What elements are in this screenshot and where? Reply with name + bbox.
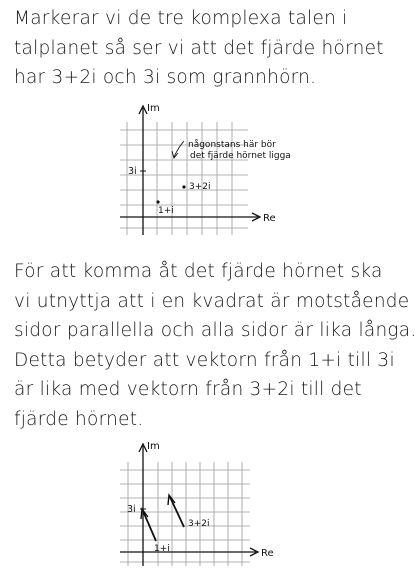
figure-2-point-2-label: 3+2i [188, 519, 210, 529]
figure-1-annotation-line-1: någonstans här bör [188, 140, 276, 150]
figure-1-re-label: Re [263, 213, 276, 224]
paragraph-1-line-2: talplanet så ser vi att det fjärde hörnet [14, 37, 384, 59]
figure-1-im-label: Im [147, 103, 160, 114]
figure-1-point-1-label: 1+i [158, 206, 174, 216]
paragraph-2-line-5: är lika med vektorn från 3+2i till det [14, 379, 362, 400]
paragraph-2-line-3: sidor parallella och alla sidor är lika långa. [14, 320, 417, 341]
figure-1-annotation-line-2: det fjärde hörnet ligga [190, 151, 291, 161]
paragraph-2-line-4: Detta betyder att vektorn från 1+i till 3i [14, 349, 395, 371]
paragraph-2-line-2: vi utnyttja att i en kvadrat är motstående [14, 290, 410, 312]
figure-2-tick-3i: 3i [127, 504, 136, 515]
figure-2-re-label: Re [261, 548, 274, 559]
figure-2-grid [120, 462, 250, 566]
figure-1-point-2-label: 3+2i [189, 182, 211, 192]
paragraph-2-line-1: För att komma åt det fjärde hörnet ska [14, 261, 383, 282]
figure-2-im-label: Im [147, 441, 160, 452]
paragraph-1-line-1: Markerar vi de tre komplexa talen i [14, 8, 348, 29]
paragraph-1-line-3: har 3+2i och 3i som grannhörn. [14, 67, 317, 88]
figure-1-tick-3i: 3i [128, 166, 137, 177]
figure-2-point-1-label: 1+i [154, 544, 170, 554]
paragraph-2-line-6: fjärde hörnet. [14, 408, 144, 430]
